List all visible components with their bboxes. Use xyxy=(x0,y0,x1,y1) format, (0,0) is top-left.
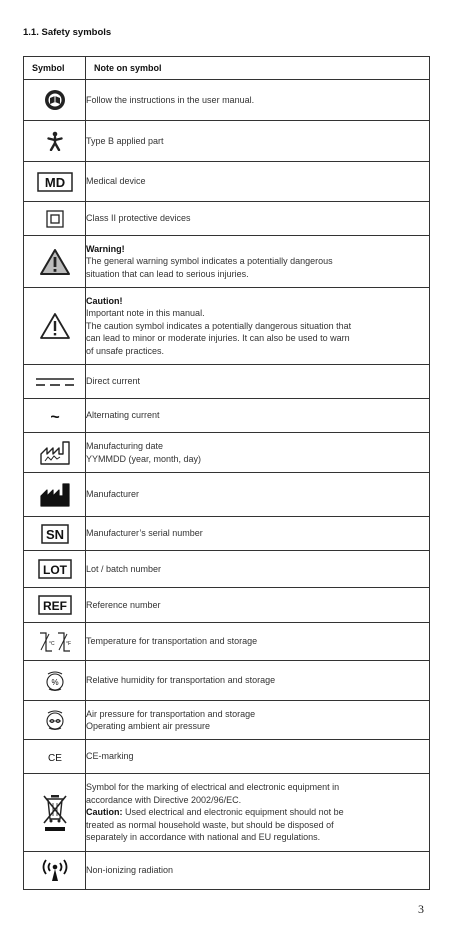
caution-outline-icon xyxy=(39,312,71,340)
non-ionizing-radiation-icon xyxy=(40,859,70,883)
ce-mark-icon xyxy=(44,750,66,764)
svg-text:SN: SN xyxy=(45,526,64,542)
note-text: situation that can lead to serious injuries. xyxy=(86,268,249,279)
note-text: treated as normal household waste, but should be disposed of xyxy=(86,819,334,830)
note-text: Important note in this manual. xyxy=(86,308,205,319)
svg-text:REF: REF xyxy=(42,599,67,613)
humidity-limit-icon xyxy=(43,669,67,693)
table-row xyxy=(24,236,430,288)
note-text: of unsafe practices. xyxy=(86,345,165,356)
note-text: YYMMDD (year, month, day) xyxy=(86,453,202,464)
table-row xyxy=(24,365,430,399)
table-row xyxy=(24,399,430,433)
note-text: Medical device xyxy=(86,176,146,187)
note-text: Symbol for the marking of electrical and electronic equipment in xyxy=(86,782,340,793)
note-text: Alternating current xyxy=(86,410,160,421)
weee-bin-icon xyxy=(42,793,68,833)
svg-text:MD: MD xyxy=(44,174,65,190)
note-text: Reference number xyxy=(86,599,161,610)
header-symbol: Symbol xyxy=(24,57,86,80)
note-text: Manufacturer xyxy=(86,489,140,500)
svg-text:%: % xyxy=(50,677,59,687)
table-row xyxy=(24,121,430,162)
section-heading: 1.1. Safety symbols xyxy=(23,27,112,38)
note-text: The caution symbol indicates a potentially dangerous situation that xyxy=(86,320,352,331)
ref-icon xyxy=(38,595,72,615)
type-b-applied-part-icon xyxy=(47,131,63,151)
table-row xyxy=(24,852,430,890)
note-text: Used electrical and electronic equipment should not be xyxy=(125,807,344,818)
note-text: Lot / batch number xyxy=(86,563,162,574)
note-text: The general warning symbol indicates a potentially dangerous xyxy=(86,256,333,267)
warning-filled-icon xyxy=(39,248,71,276)
note-text: Direct current xyxy=(86,376,141,387)
svg-text:LOT: LOT xyxy=(42,563,67,577)
svg-text:~: ~ xyxy=(49,409,60,422)
table-row xyxy=(24,740,430,774)
table-row xyxy=(24,701,430,740)
table-row xyxy=(24,588,430,623)
caution-title: Caution! xyxy=(86,295,123,306)
note-text: Operating ambient air pressure xyxy=(86,721,211,731)
header-note: Note on symbol xyxy=(86,57,430,80)
page-number: 3 xyxy=(418,902,424,916)
note-text: Temperature for transportation and storage xyxy=(86,636,258,647)
table-row xyxy=(24,661,430,701)
table-row xyxy=(24,433,430,473)
svg-text:°F: °F xyxy=(65,640,71,647)
table-row xyxy=(24,473,430,517)
alternating-current-icon xyxy=(45,410,65,422)
direct-current-icon xyxy=(35,377,75,387)
manufacturer-icon xyxy=(39,482,71,508)
serial-number-icon xyxy=(41,524,69,544)
table-row xyxy=(24,551,430,588)
md-icon xyxy=(37,172,73,192)
table-row xyxy=(24,162,430,202)
note-text: Relative humidity for transportation and storage xyxy=(86,675,276,686)
table-row xyxy=(24,80,430,121)
note-text: Manufacturer’s serial number xyxy=(86,528,203,539)
table-row xyxy=(24,774,430,852)
table-row xyxy=(24,517,430,551)
svg-text:CE: CE xyxy=(47,752,62,764)
read-manual-icon xyxy=(44,89,66,111)
note-text: CE-marking xyxy=(86,751,134,762)
lot-icon xyxy=(38,559,72,579)
table-row xyxy=(24,623,430,661)
air-pressure-limit-icon xyxy=(43,708,67,732)
note-text: Class II protective devices xyxy=(86,213,191,224)
caution-label: Caution: xyxy=(86,807,123,818)
note-text: separately in accordance with national and EU regulations. xyxy=(86,832,321,843)
class-ii-icon xyxy=(46,210,64,228)
table-row xyxy=(24,288,430,365)
table-header-row xyxy=(24,57,430,80)
svg-text:°C: °C xyxy=(48,640,55,647)
note-text: Type B applied part xyxy=(86,135,164,146)
note-text: Non-ionizing radiation xyxy=(86,865,174,876)
warning-title: Warning! xyxy=(86,243,125,254)
manufacturing-date-icon xyxy=(39,440,71,466)
note-text: Follow the instructions in the user manual. xyxy=(86,94,255,105)
note-text: Air pressure for transportation and storage xyxy=(86,708,256,719)
temperature-limit-icon xyxy=(37,630,73,654)
note-text: Manufacturing date xyxy=(86,441,164,451)
table-row xyxy=(24,202,430,236)
safety-symbols-table xyxy=(23,56,430,890)
note-text: accordance with Directive 2002/96/EC. xyxy=(86,794,242,805)
note-text: can lead to minor or moderate injuries. It can also be used to warn xyxy=(86,333,350,344)
